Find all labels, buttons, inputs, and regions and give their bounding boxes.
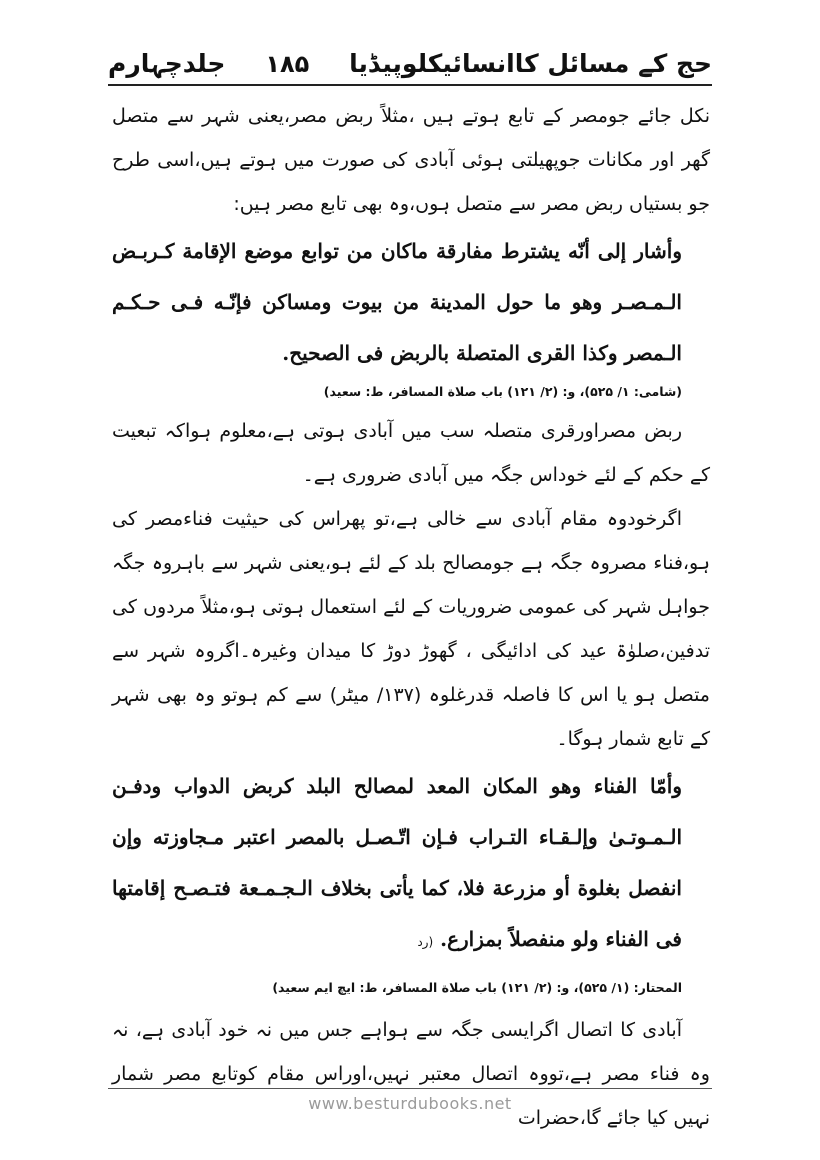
website-footer: www.besturdubooks.net	[308, 1094, 512, 1113]
urdu-paragraph-1: نکل جائے جومصر کے تابع ہوتے ہیں ،مثلاً ربض مصر،یعنی شہر سے متصل گھر اور مکانات جوپھیلتی ہوئی آبادی کی صورت میں ہوتے ہیں،اسی طرح جو بستیاں ربض مصر سے متصل ہوں،وہ بھی تابع مصر ہیں:	[112, 105, 710, 215]
arabic-quote-1	[112, 226, 710, 379]
urdu-paragraph-3: اگرخودوہ مقام آبادی سے خالی ہے،تو پھراس کی حیثیت فناءمصر کی ہو،فناء مصروہ جگہ ہے جومصالح بلد کے لئے ہو،یعنی شہر سے باہروہ جگہ جواہل شہر کی عمومی ضروریات کے لئے استعمال ہوتی ہو،مثلاً مردوں کی تدفین،صلوٰۃ عید کی ادائیگی ، گھوڑ دوڑ کا میدان وغیرہ۔اگروہ شہر سے متصل ہو یا اس کا فاصلہ قدرغلوہ (۱۳۷/ میٹر) سے کم ہوتو وہ بھی شہر کے تابع شمار ہوگا۔	[112, 508, 710, 750]
footer-divider	[108, 1088, 712, 1089]
arabic-quote-2	[112, 761, 710, 968]
header-divider	[108, 84, 712, 86]
page-number: ۱۸۵	[265, 50, 310, 78]
arabic-quote-2-ref: (رد	[417, 935, 434, 949]
page-body	[112, 94, 710, 1140]
arabic-quote-1-text: وأشار إلى أنّه يشترط مفارقة ماكان من توابع موضع الإقامة كـربـض الـمـصـر وهو ما حول المدينة من بيوت ومساكن فإنّـه فـى حـكـم الـمصر وكذا القرى المتصلة بالربض فى الصحيح.	[112, 239, 682, 365]
arabic-quote-2-text: وأمّا الفناء وهو المكان المعد لمصالح البلد كربض الدواب ودفـن الـمـوتـىٰ وإلـقـاء التـراب فـإن اتّـصـل بالمصر اعتبر مـجاوزته وإن انفصل بغلوة أو مزرعة فلا، كما يأتى بخلاف الـجـمـعة فتـصـح إقامتها فى الفناء ولو منفصلاً بمزارع.	[112, 774, 682, 951]
citation-2: المحتار: (۱/ ۵۲۵)، و: (۲/ ۱۲۱) باب صلاة المسافر، ط: ایچ ایم سعید)	[272, 980, 682, 995]
page-header	[108, 38, 712, 78]
urdu-paragraph-4: آبادی کا اتصال اگرایسی جگہ سے ہواہے جس میں نہ خود آبادی ہے، نہ وہ فناء مصر ہے،تووہ اتصال معتبر نہیں،اوراس مقام کوتابع مصر شمار نہیں کیا جائے گا،حضرات	[112, 1019, 710, 1129]
urdu-paragraph-2: ربض مصراورقری متصلہ سب میں آبادی ہوتی ہے،معلوم ہواکہ تبعیت کے حکم کے لئے خوداس جگہ میں آبادی ضروری ہے۔	[112, 420, 710, 486]
book-title: حج کے مسائل کاانسائیکلوپیڈیا	[349, 49, 712, 78]
citation-1: (شامی: ۱/ ۵۲۵)، و: (۲/ ۱۲۱) باب صلاة المسافر، ط: سعید)	[323, 384, 682, 399]
volume-label: جلدچہارم	[108, 49, 226, 78]
